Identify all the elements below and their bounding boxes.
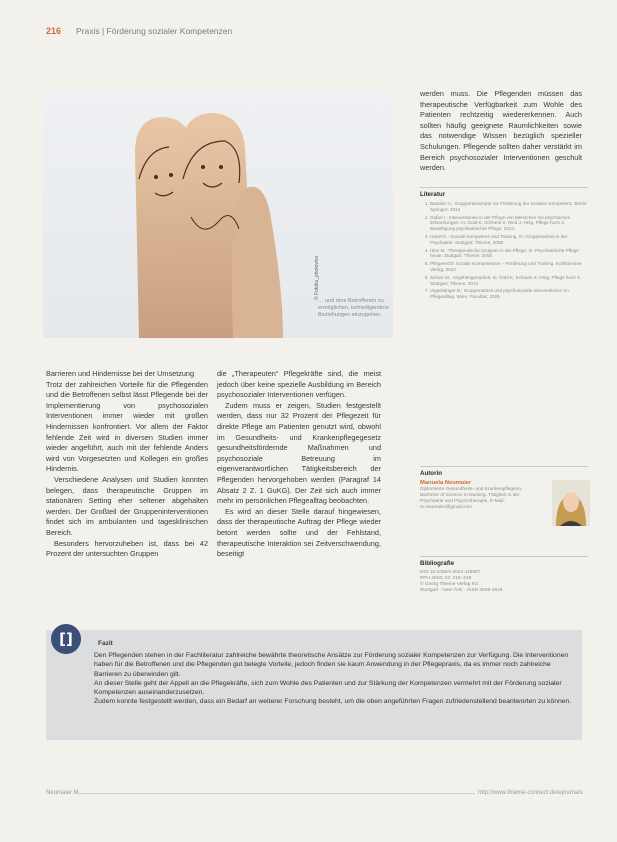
list-item: 2. Gaßel I.: Interventionen in der Pflege von Menschen mit psychischen Erkrankungen. In: Gold K, Schrank S, Ried J, Hrsg. Pflege hoch 4. Bewältigung psychiatrischer Pflege. 2014 <box>430 215 588 232</box>
literature-heading: Literatur <box>420 191 446 198</box>
footer-author: Neumaier M. <box>46 790 81 796</box>
paragraph: werden muss. Die Pflegenden müssen das therapeutische Verfügbarkeit zum Wohle des Patienten rechtzeitig wiedererkennen. Auch sollten häufig geeignete Raumlichkeiten sowie das notwendige Wissen bezüglich spezieller Schulungen. Pflegende sollten daher verstärkt im Bereich psychosozialer Interventionen geschult werden. <box>420 89 582 173</box>
fazit-title: Fazit <box>98 640 113 647</box>
list-item: 3. Hanel E.: Soziale Kompetenz und Training. In: Gruppenarbeit in der Psychiatrie. Stuttgart: Thieme; 2008 <box>430 234 588 246</box>
literature-section <box>420 187 588 302</box>
author-portrait <box>552 480 590 526</box>
bibliography-section <box>420 556 588 594</box>
page-number: 216 <box>46 26 62 36</box>
list-item: 5. Pflegerecht: Soziale Kompetenzen – Förderung und Training. Kohlhammer Verlag; 2010 <box>430 261 588 273</box>
list-item: 6. Schulz M.: Angehörigenarbeit. In: Gold K, Schrank S, Hrsg. Pflege hoch 4. Stuttgart: Thieme; 2014 <box>430 275 588 287</box>
paragraph: Es wird an dieser Stelle darauf hingewiesen, dass der therapeutische Auftrag der Pflege wieder betont werden sollte und der Fehlstand, therapeutische Interaktion sei Zeitverschwendung, beseitigt <box>217 506 381 559</box>
paragraph: Trotz der zahlreichen Vorteile für die Pflegenden und die Betroffenen selbst lässt Pflegende bei der Implementierung von psychosozialen Interventionen immer wieder mit großen Hindernissen konfrontiert. Vor allem der Faktor fehlende Zeit wird in diversen Studien immer wieder angeführt, auch mit der fehlende Anders wird von Vorgesetzten und Kollegen ein großes Hindernis. <box>46 379 208 474</box>
paragraph: An dieser Stelle geht der Appell an die Pflegekräfte, sich zum Wohle des Patienten und zur Stärkung der Kompetenzen vermehrt mit der Förderung sozialer Kompetenzen auseinanderzusetzen. <box>94 679 562 697</box>
bibliography-heading: Bibliografie <box>420 560 455 567</box>
paragraph: Zudem muss er zeigen, Studien festgestellt werden, dass nur 32 Prozent der Pflegezeit für direkte Pflege am Patienten genutzt wird, obwohl im Gesundheits- und Krankenpflegegesetz gesundheitsfördernde Maßnahmen und psychosoziale Betreuung im eigenverantwortlichen Tätigkeitsbereich der Pflegenden hervorgehoben werden (Paragraf 14 Absatz 2 Z. 1 GuKG). Der Zeit sich auch immer mehr im persönlichen Pflegealltag beobachten. <box>217 400 381 506</box>
bibliography-line: Stuttgart · New York · ISSN 0949-1619 <box>420 588 503 593</box>
paragraph: Zudem konnte festgestellt werden, dass ein Bedarf an weiterer Forschung besteht, um die oben angeführten Fragen zufriedenstellend beantworten zu können. <box>94 698 572 706</box>
author-bio: Diplomierte Gesundheits- und Krankenpflegerin, Bachelor of Science in Nursing. Tätigkeit in der Psychiatrie und Psychotherapie. E-Mail: m.neumaier@gmail.com <box>420 487 523 510</box>
author-name: Manuela Neumaier <box>420 480 472 486</box>
divider <box>420 187 588 188</box>
bibliography-line: PPH 2016; 22: 215–218 <box>420 576 472 581</box>
bibliography-line: © Georg Thieme Verlag KG <box>420 582 479 587</box>
running-header: Praxis | Förderung sozialer Kompetenzen <box>76 26 233 36</box>
column-3 <box>420 89 582 174</box>
paragraph: Verschiedene Analysen und Studien konnten belegen, dass therapeutische Gruppen im stationären Setting eher seltener abgehalten werden. Der Großteil der Gruppeninterventionen findet sich im ambulanten und tagesklinischen Bereich. <box>46 474 208 537</box>
column-1 <box>46 369 208 560</box>
fazit-text <box>94 651 580 707</box>
author-heading: Autorin <box>420 470 442 477</box>
footer-url: http://www.thieme-connect.de/ejournals <box>478 790 583 796</box>
divider <box>420 556 588 557</box>
paragraph: Den Pflegenden stehen in der Fachliteratur zahlreiche bewährte theoretische Ansätze zur Förderung sozialer Kompetenzen zur Verfügung. Die Interventionen haben für die Betroffenen und die Pflegenden gut belegte Vorteile, jedoch finden sie kaum Anwendung in der Pflegepraxis, da es immer noch zahlreiche Barrieren zu überwinden gilt. <box>94 652 569 678</box>
footer-divider <box>80 793 475 794</box>
list-item: 4. Hinz M.: Therapeutische Gruppen in der Pflege. In: Psychiatrische Pflege heute. Stuttgart: Thieme; 2008 <box>430 248 588 260</box>
paragraph: die „Therapeuten“ Pflegekräfte sind, die meist jedoch über keine spezielle Ausbildung im Bereich psychosozialer Interventionen verfügen. <box>217 369 381 400</box>
section-heading: Barrieren und Hindernisse bei der Umsetzung <box>46 369 195 378</box>
literature-list <box>420 201 588 300</box>
divider <box>420 466 588 467</box>
bracket-icon: [] <box>51 624 81 654</box>
list-item: 7. Vogelsänger B.: Gruppenarbeit und psychosoziale Interventionen im Pflegealltag. Wien: Facultas; 2009 <box>430 288 588 300</box>
list-item: 1. Bauduin A.: Gruppenkonzepte zur Förderung der sozialen Kompetenz. Berlin: Springer; 2012 <box>430 201 588 213</box>
bibliography-line: DOI 10.1055/s-0042-118587 <box>420 570 481 575</box>
paragraph: Besonders hervorzuheben ist, dass bei 42 Prozent der untersuchten Gruppen <box>46 538 208 559</box>
photo-credit: © Fotolia_photoviso <box>314 255 320 300</box>
photo-caption: … und dem Betroffenen zu ermöglichen, befriedigendere Beziehungen einzugehen. <box>318 298 390 318</box>
column-2 <box>217 369 381 560</box>
